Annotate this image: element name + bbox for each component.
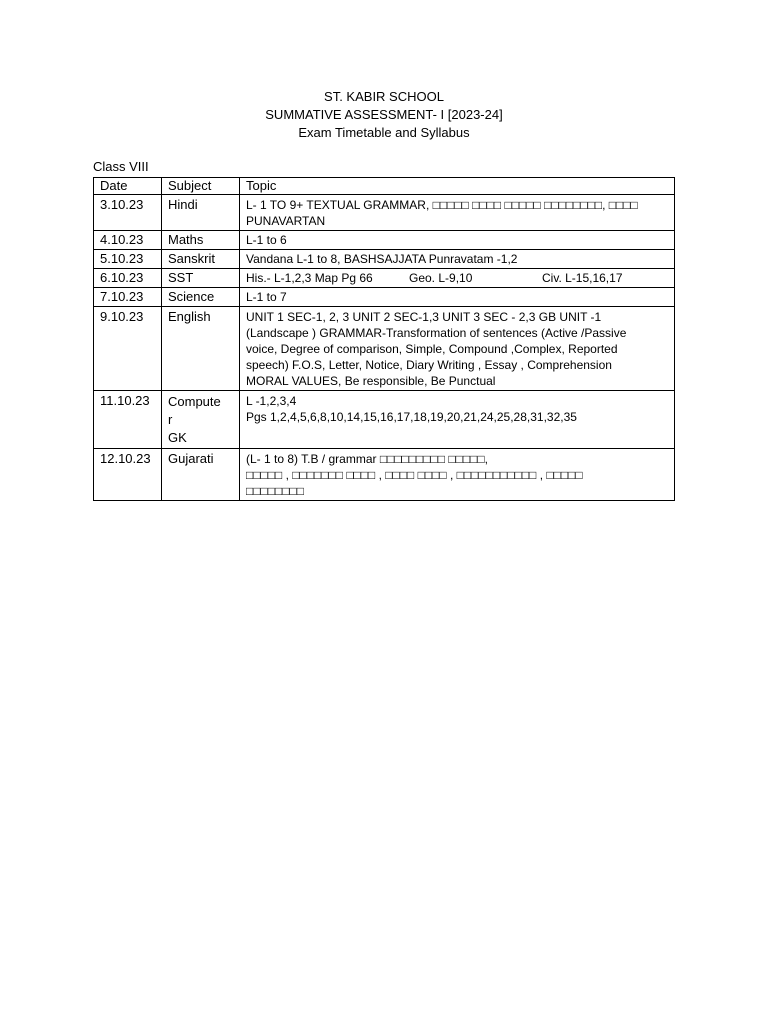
table-row: [94, 449, 675, 501]
row-date: 11.10.23: [94, 391, 162, 449]
row-subject: Maths: [162, 231, 240, 250]
topic-history: His.- L-1,2,3 Map Pg 66: [246, 271, 373, 285]
topic-line: Pgs 1,2,4,5,6,8,10,14,15,16,17,18,19,20,21,24,25,28,31,32,35: [246, 410, 577, 424]
row-subject: SST: [162, 269, 240, 288]
row-date: 6.10.23: [94, 269, 162, 288]
row-date: 3.10.23: [94, 195, 162, 231]
row-subject: Hindi: [162, 195, 240, 231]
topic-line: □□□□□ , □□□□□□□ □□□□ , □□□□ □□□□ , □□□□□□□□□□□ , □□□□□: [246, 468, 583, 482]
row-subject: Sanskrit: [162, 250, 240, 269]
row-date: 7.10.23: [94, 288, 162, 307]
topic-line: MORAL VALUES, Be responsible, Be Punctual: [246, 374, 496, 388]
row-subject: Gujarati: [162, 449, 240, 501]
table-row: [94, 231, 675, 250]
subject-line: GK: [168, 430, 187, 445]
table-row: [94, 269, 675, 288]
row-date: 5.10.23: [94, 250, 162, 269]
row-topic: L-1 to 7: [240, 288, 675, 307]
row-subject: [162, 391, 240, 449]
subject-line: r: [168, 412, 173, 427]
document-header: [0, 88, 768, 142]
exam-timetable: [93, 177, 675, 501]
row-subject: English: [162, 307, 240, 391]
topic-geography: Geo. L-9,10: [409, 271, 473, 285]
row-topic: Vandana L-1 to 8, BASHSAJJATA Punravatam -1,2: [240, 250, 675, 269]
row-date: 9.10.23: [94, 307, 162, 391]
row-subject: Science: [162, 288, 240, 307]
row-topic: [240, 391, 675, 449]
table-row: [94, 307, 675, 391]
topic-line: speech) F.O.S, Letter, Notice, Diary Writing , Essay , Comprehension: [246, 358, 612, 372]
table-row: [94, 391, 675, 449]
topic-line: UNIT 1 SEC-1, 2, 3 UNIT 2 SEC-1,3 UNIT 3 SEC - 2,3 GB UNIT -1: [246, 310, 602, 324]
subject-line: Compute: [168, 394, 221, 409]
row-date: 12.10.23: [94, 449, 162, 501]
document-subtitle: Exam Timetable and Syllabus: [298, 125, 470, 140]
topic-line: voice, Degree of comparison, Simple, Compound ,Complex, Reported: [246, 342, 618, 356]
topic-line: L- 1 TO 9+ TEXTUAL GRAMMAR, □□□□□ □□□□ □□□□□ □□□□□□□□, □□□□: [246, 198, 638, 212]
row-topic: [240, 449, 675, 501]
class-label: Class VIII: [93, 159, 149, 174]
assessment-title: SUMMATIVE ASSESSMENT- I [2023-24]: [265, 107, 503, 122]
column-header-date: Date: [94, 178, 162, 195]
column-header-subject: Subject: [162, 178, 240, 195]
row-topic: [240, 195, 675, 231]
table-row: [94, 195, 675, 231]
topic-line: PUNAVARTAN: [246, 214, 326, 228]
topic-line: L -1,2,3,4: [246, 394, 297, 408]
column-header-topic: Topic: [240, 178, 675, 195]
topic-line: (Landscape ) GRAMMAR-Transformation of sentences (Active /Passive: [246, 326, 627, 340]
row-topic: L-1 to 6: [240, 231, 675, 250]
topic-civics: Civ. L-15,16,17: [542, 271, 623, 285]
table-row: [94, 288, 675, 307]
table-header-row: [94, 178, 675, 195]
topic-line: (L- 1 to 8) T.B / grammar □□□□□□□□□ □□□□□,: [246, 452, 488, 466]
row-topic: [240, 269, 675, 288]
topic-line: □□□□□□□□: [246, 484, 304, 498]
school-name: ST. KABIR SCHOOL: [324, 89, 444, 104]
row-topic: [240, 307, 675, 391]
row-date: 4.10.23: [94, 231, 162, 250]
table-row: [94, 250, 675, 269]
